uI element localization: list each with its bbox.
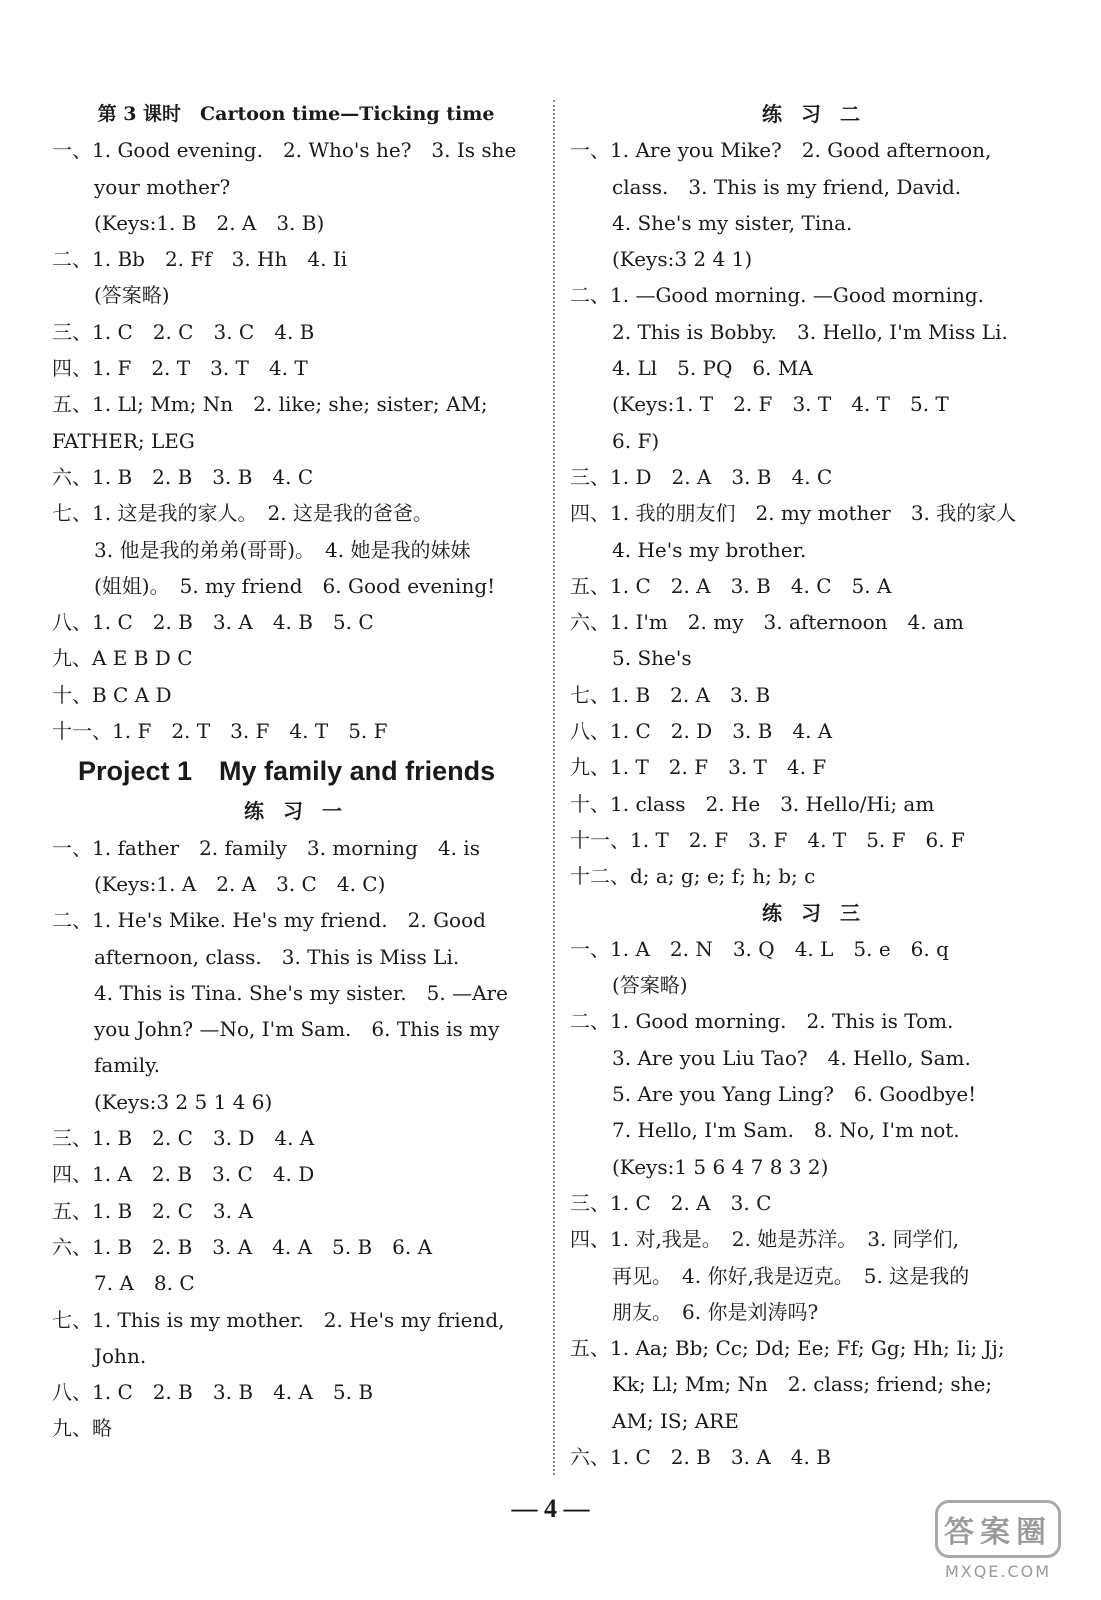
answer-line: 朋友。 6. 你是刘涛吗? bbox=[612, 1299, 819, 1324]
exercise-heading: 练 习 一 bbox=[244, 799, 348, 824]
answer-line: 7. Hello, I'm Sam. 8. No, I'm not. bbox=[612, 1118, 960, 1143]
answer-line: 三、1. C 2. A 3. C bbox=[570, 1190, 772, 1215]
answer-line: 4. She's my sister, Tina. bbox=[612, 210, 853, 235]
answer-line: 十、B C A D bbox=[52, 682, 172, 707]
answer-line: 3. 他是我的弟弟(哥哥)。 4. 她是我的妹妹 bbox=[94, 537, 471, 562]
answer-line: 六、1. I'm 2. my 3. afternoon 4. am bbox=[570, 610, 964, 635]
answer-line: your mother? bbox=[94, 174, 231, 199]
page-number: — 4 — bbox=[511, 1494, 590, 1523]
column-divider bbox=[553, 100, 555, 1475]
answer-line: 八、1. C 2. B 3. B 4. A 5. B bbox=[52, 1380, 374, 1405]
answer-line: 六、1. B 2. B 3. A 4. A 5. B 6. A bbox=[52, 1234, 433, 1259]
answer-line: 十一、1. T 2. F 3. F 4. T 5. F 6. F bbox=[570, 827, 965, 852]
answer-line: 九、1. T 2. F 3. T 4. F bbox=[570, 755, 827, 780]
answer-line: 六、1. C 2. B 3. A 4. B bbox=[570, 1444, 831, 1469]
answer-line: 7. A 8. C bbox=[94, 1271, 195, 1296]
right-column bbox=[570, 96, 1058, 1475]
answer-line: 四、1. 我的朋友们 2. my mother 3. 我的家人 bbox=[570, 501, 1017, 526]
answer-line: 五、1. Ll; Mm; Nn 2. like; she; sister; AM; bbox=[52, 392, 488, 417]
answer-line: you John? —No, I'm Sam. 6. This is my bbox=[94, 1017, 500, 1042]
exercise-heading: 练 习 三 bbox=[762, 900, 866, 925]
answer-line: 五、1. C 2. A 3. B 4. C 5. A bbox=[570, 573, 892, 598]
answer-line: (Keys:1. T 2. F 3. T 4. T 5. T bbox=[612, 392, 949, 417]
answer-line: 六、1. B 2. B 3. B 4. C bbox=[52, 464, 314, 489]
answer-line: 四、1. F 2. T 3. T 4. T bbox=[52, 356, 308, 381]
answer-line: 6. F) bbox=[612, 428, 660, 453]
watermark-url: MXQE.COM bbox=[944, 1562, 1052, 1581]
answer-line: 十二、d; a; g; e; f; h; b; c bbox=[570, 864, 816, 889]
answer-line: 四、1. A 2. B 3. C 4. D bbox=[52, 1162, 315, 1187]
answer-line: (姐姐)。 5. my friend 6. Good evening! bbox=[94, 573, 496, 598]
answer-line: 二、1. Good morning. 2. This is Tom. bbox=[570, 1009, 954, 1034]
answer-line: 九、略 bbox=[52, 1416, 112, 1441]
answer-line: 4. Ll 5. PQ 6. MA bbox=[612, 356, 813, 381]
answer-line: (Keys:1. A 2. A 3. C 4. C) bbox=[94, 871, 386, 896]
answer-line: 一、1. Good evening. 2. Who's he? 3. Is she bbox=[52, 138, 517, 163]
answer-line: Kk; Ll; Mm; Nn 2. class; friend; she; bbox=[612, 1372, 993, 1397]
answer-line: 二、1. Bb 2. Ff 3. Hh 4. Ii bbox=[52, 247, 348, 272]
answer-line: 一、1. A 2. N 3. Q 4. L 5. e 6. q bbox=[570, 936, 949, 961]
answer-line: 三、1. C 2. C 3. C 4. B bbox=[52, 319, 315, 344]
answer-line: 5. She's bbox=[612, 646, 692, 671]
answer-line: 四、1. 对,我是。 2. 她是苏洋。 3. 同学们, bbox=[570, 1227, 960, 1252]
answer-line: 十、1. class 2. He 3. Hello/Hi; am bbox=[570, 791, 935, 816]
answer-line: 一、1. Are you Mike? 2. Good afternoon, bbox=[570, 138, 992, 163]
answer-line: (Keys:3 2 4 1) bbox=[612, 247, 753, 272]
answer-line: 一、1. father 2. family 3. morning 4. is bbox=[52, 835, 480, 860]
answer-line: 4. He's my brother. bbox=[612, 537, 807, 562]
answer-line: (Keys:1. B 2. A 3. B) bbox=[94, 210, 325, 235]
answer-line: (答案略) bbox=[612, 973, 688, 998]
answer-line: 再见。 4. 你好,我是迈克。 5. 这是我的 bbox=[612, 1263, 970, 1288]
answer-line: 二、1. He's Mike. He's my friend. 2. Good bbox=[52, 908, 486, 933]
watermark-logo: 答案圈 bbox=[935, 1500, 1061, 1558]
answer-line: 七、1. 这是我的家人。 2. 这是我的爸爸。 bbox=[52, 501, 433, 526]
answer-line: AM; IS; ARE bbox=[612, 1408, 739, 1433]
exercise-heading: 练 习 二 bbox=[762, 102, 866, 126]
answer-line: 3. Are you Liu Tao? 4. Hello, Sam. bbox=[612, 1045, 971, 1070]
answer-line: 十一、1. F 2. T 3. F 4. T 5. F bbox=[52, 719, 388, 744]
answer-line: (答案略) bbox=[94, 283, 170, 308]
answer-line: class. 3. This is my friend, David. bbox=[612, 174, 962, 199]
project-heading: Project 1 My family and friends bbox=[78, 756, 496, 787]
answer-line: 二、1. —Good morning. —Good morning. bbox=[570, 283, 985, 308]
answer-line: 三、1. B 2. C 3. D 4. A bbox=[52, 1126, 315, 1151]
answer-line: afternoon, class. 3. This is Miss Li. bbox=[94, 944, 460, 969]
answer-line: 八、1. C 2. D 3. B 4. A bbox=[570, 719, 833, 744]
answer-line: 4. This is Tina. She's my sister. 5. —Are bbox=[94, 980, 508, 1005]
answer-line: 五、1. B 2. C 3. A bbox=[52, 1198, 253, 1223]
answer-line: 八、1. C 2. B 3. A 4. B 5. C bbox=[52, 610, 374, 635]
answer-line: John. bbox=[94, 1343, 147, 1368]
answer-line: 七、1. This is my mother. 2. He's my friend, bbox=[52, 1307, 505, 1332]
answer-line: family. bbox=[94, 1053, 161, 1078]
answer-line: (Keys:3 2 5 1 4 6) bbox=[94, 1089, 273, 1114]
answer-line: 三、1. D 2. A 3. B 4. C bbox=[570, 464, 833, 489]
lesson-heading: 第 3 课时 Cartoon time—Ticking time bbox=[97, 103, 495, 125]
answer-line: (Keys:1 5 6 4 7 8 3 2) bbox=[612, 1154, 829, 1179]
answer-line: 五、1. Aa; Bb; Cc; Dd; Ee; Ff; Gg; Hh; Ii; Jj; bbox=[570, 1336, 1005, 1361]
answer-line: FATHER; LEG bbox=[52, 428, 195, 453]
watermark bbox=[913, 1500, 1083, 1590]
answer-line: 5. Are you Yang Ling? 6. Goodbye! bbox=[612, 1082, 977, 1107]
answer-line: 九、A E B D C bbox=[52, 646, 193, 671]
answer-line: 2. This is Bobby. 3. Hello, I'm Miss Li. bbox=[612, 319, 1008, 344]
answer-line: 七、1. B 2. A 3. B bbox=[570, 682, 771, 707]
left-column bbox=[52, 96, 540, 1447]
